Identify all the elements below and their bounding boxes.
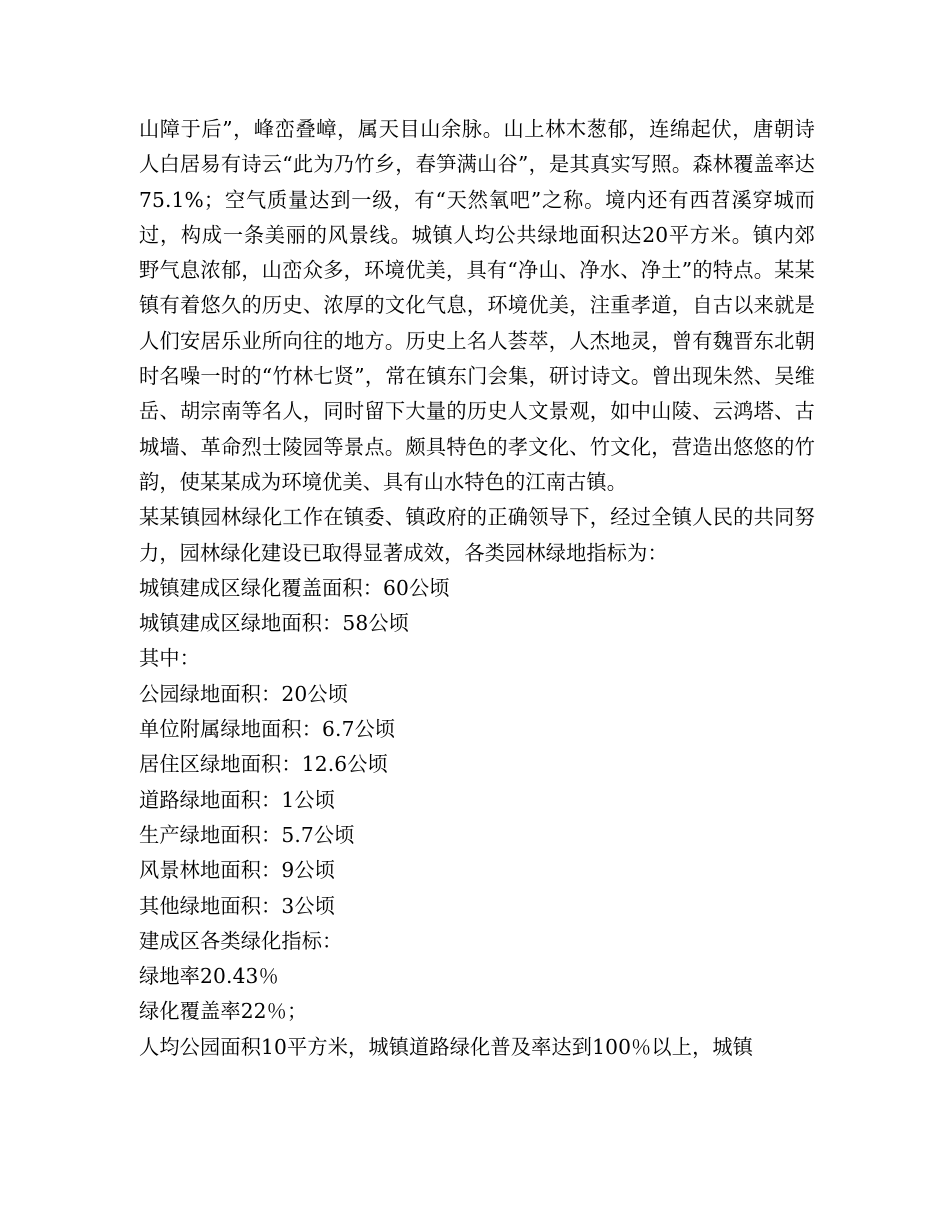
coverage-area-line: 城镇建成区绿化覆盖面积：60公顷: [139, 575, 450, 600]
unit-green-line: 单位附属绿地面积：6.7公顷: [139, 717, 396, 742]
other-green-line: 其他绿地面积：3公顷: [139, 893, 336, 918]
production-green-line: 生产绿地面积：5.7公顷: [139, 822, 355, 847]
document-page: [139, 112, 815, 1065]
road-green-line: 道路绿地面积：1公顷: [139, 787, 336, 812]
among-label: 其中：: [139, 646, 201, 671]
per-capita-line: 人均公园面积10平方米，城镇道路绿化普及率达到100％以上，城镇: [139, 1034, 754, 1059]
history-paragraph: 山障于后”，峰峦叠嶂，属天目山余脉。山上林木葱郁，连绵起伏，唐朝诗人白居易有诗云“此为乃竹乡，春笋满山谷”，是其真实写照。森林覆盖率达75.1%；空气质量达到一级，有“天然氧吧”之称。境内还有西苕溪穿城而过，构成一条美丽的风景线。城镇人均公共绿地面积达20平方米。镇内郊野气息浓郁，山峦众多，环境优美，具有“净山、净水、净土”的特点。某某镇有着悠久的历史、浓厚的文化气息，环境优美，注重孝道，自古以来就是人们安居乐业所向往的地方。历史上名人荟萃，人杰地灵，曾有魏晋东北朝时名噪一时的“竹林七贤”，常在镇东门会集，研讨诗文。曾出现朱然、吴维岳、胡宗南等名人，同时留下大量的历史人文景观，如中山陵、云鸿塔、古城墙、革命烈士陵园等景点。颇具特色的孝文化、竹文化，营造出悠悠的竹韵，使某某成为环境优美、具有山水特色的江南古镇。: [139, 117, 815, 494]
green-area-line: 城镇建成区绿地面积：58公顷: [139, 611, 410, 636]
indicators-label: 建成区各类绿化指标：: [139, 928, 343, 953]
greening-intro-paragraph: 某某镇园林绿化工作在镇委、镇政府的正确领导下，经过全镇人民的共同努力，园林绿化建设已取得显著成效，各类园林绿地指标为：: [139, 505, 815, 565]
coverage-rate-line: 绿化覆盖率22％；: [139, 999, 308, 1024]
scenic-forest-line: 风景林地面积：9公顷: [139, 858, 336, 883]
residential-green-line: 居住区绿地面积：12.6公顷: [139, 752, 388, 777]
green-rate-line: 绿地率20.43％: [139, 964, 279, 989]
park-green-line: 公园绿地面积：20公顷: [139, 681, 349, 706]
